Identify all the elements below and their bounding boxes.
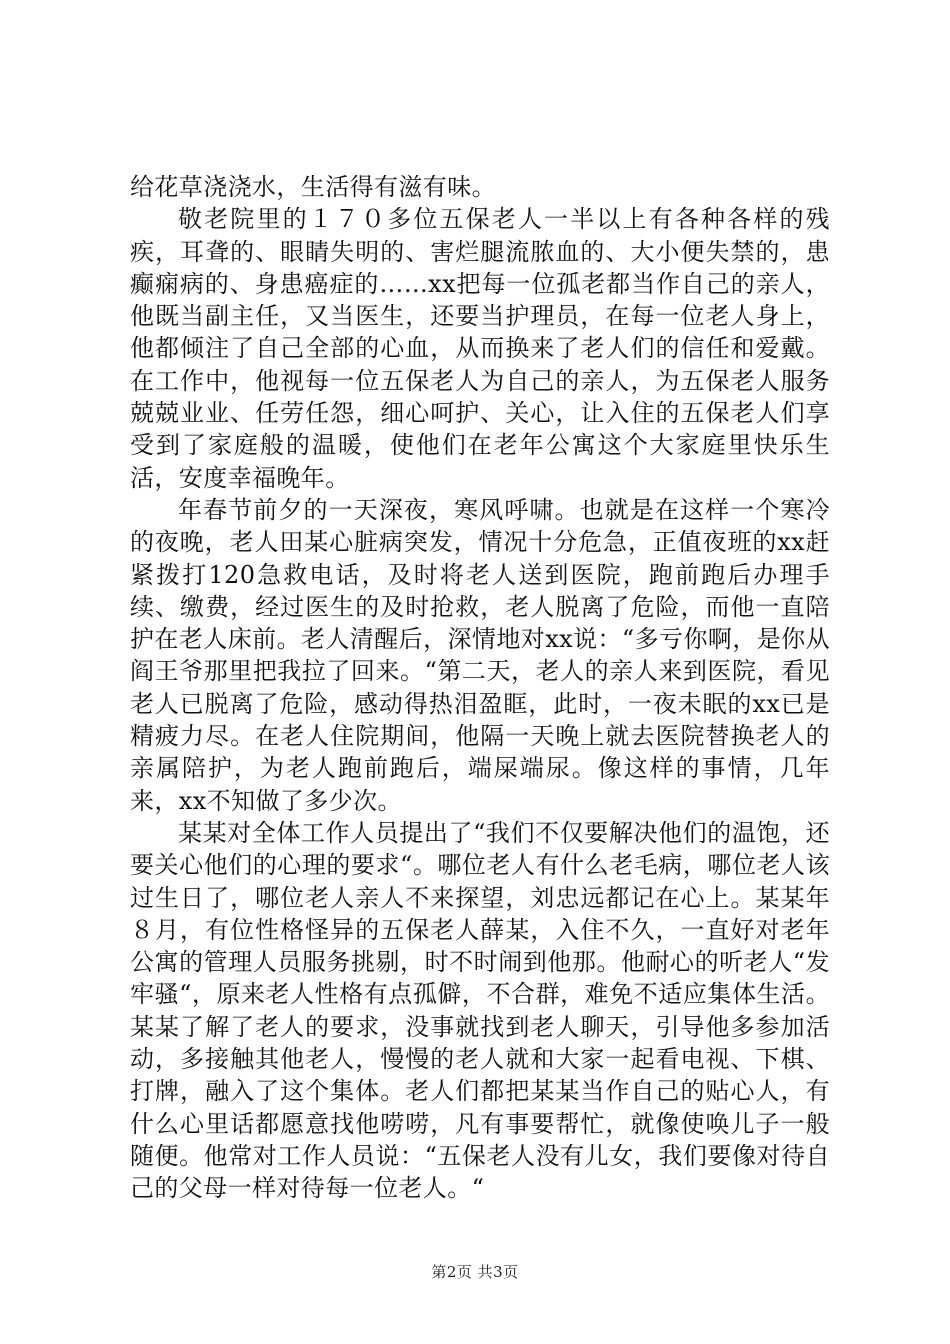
paragraph-1: 给花草浇浇水，生活得有滋有味。	[130, 173, 496, 201]
paragraph-4: 某某对全体工作人员提出了“我们不仅要解决他们的温饱，还要关心他们的心理的要求“。哪位老人有什么老毛病，哪位老人该过生日了，哪位老人亲人不来探望，刘忠远都记在心上。某某年８月，有位性格怪异的五保老人薛某，入住不久，一直好对老年公寓的管理人员服务挑剔，时不时闹到他那。他耐心的听老人“发牢骚“，原来老人性格有点孤僻，不合群，难免不适应集体生活。某某了解了老人的要求，没事就找到老人聊天，引导他多参加活动，多接触其他老人，慢慢的老人就和大家一起看电视、下棋、打牌，融入了这个集体。老人们都把某某当作自己的贴心人，有什么心里话都愿意找他唠唠，凡有事要帮忙，就像使唤儿子一般随便。他常对工作人员说：“五保老人没有儿女，我们要像对待自己的父母一样对待每一位老人。“	[130, 818, 830, 1203]
document-body	[130, 171, 830, 1205]
paragraph-2: 敬老院里的１７０多位五保老人一半以上有各种各样的残疾，耳聋的、眼睛失明的、害烂腿流脓血的、大小便失禁的，患癫痫病的、身患癌症的……xx把每一位孤老都当作自己的亲人，他既当副主任，又当医生，还要当护理员，在每一位老人身上，他都倾注了自己全部的心血，从而换来了老人们的信任和爱戴。在工作中，他视每一位五保老人为自己的亲人，为五保老人服务兢兢业业、任劳任怨，细心呵护、关心，让入住的五保老人们享受到了家庭般的温暖，使他们在老年公寓这个大家庭里快乐生活，安度幸福晚年。	[130, 205, 830, 492]
paragraph-3: 年春节前夕的一天深夜，寒风呼啸。也就是在这样一个寒冷的夜晚，老人田某心脏病突发，情况十分危急，正值夜班的xx赶紧拨打120急救电话，及时将老人送到医院，跑前跑后办理手续、缴费，经过医生的及时抢救，老人脱离了危险，而他一直陪护在老人床前。老人清醒后，深情地对xx说：“多亏你啊，是你从阎王爷那里把我拉了回来。“第二天，老人的亲人来到医院，看见老人已脱离了危险，感动得热泪盈眶，此时，一夜未眠的xx已是精疲力尽。在老人住院期间，他隔一天晚上就去医院替换老人的亲属陪护，为老人跑前跑后，端屎端尿。像这样的事情，几年来，xx不知做了多少次。	[130, 495, 830, 815]
page-number-footer: 第2页 共3页	[431, 1263, 519, 1281]
